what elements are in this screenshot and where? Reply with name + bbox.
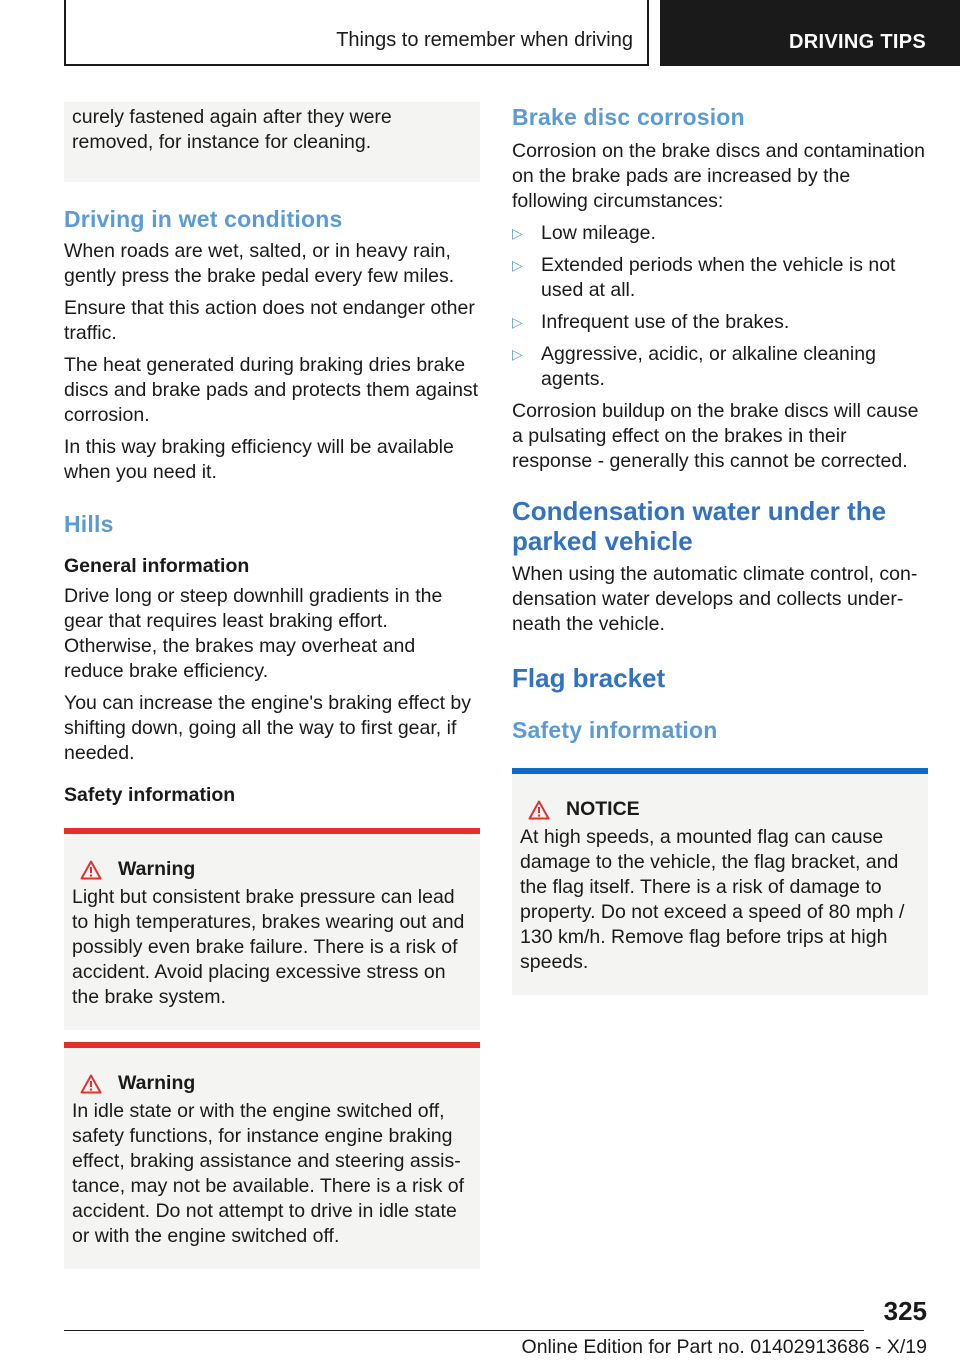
section-title: Things to remember when driving (336, 29, 633, 51)
header-section-box (64, 0, 649, 66)
corrosion-intro: Corrosion on the brake discs and contamination on the brake pads are increased by the following circumstances: (512, 140, 925, 212)
corrosion-outro: Corrosion buildup on the brake discs will cause a pulsating effect on the brakes in their response - generally this cannot be corrected. (512, 400, 919, 472)
notice-label: NOTICE (566, 798, 640, 820)
wet-paragraph: The heat generated during braking dries brake discs and brake pads and protects them against corrosion. (64, 354, 479, 426)
warning-header (64, 834, 480, 885)
left-column (64, 102, 480, 1269)
page-number: 325 (883, 1296, 927, 1326)
wet-paragraph: In this way braking efficiency will be available when you need it. (64, 436, 454, 483)
corrosion-list (512, 221, 928, 392)
heading-condensation-water: Condensation water under the parked vehicle (512, 496, 887, 556)
notice-header (512, 774, 928, 825)
triangle-bullet-icon: ▷ (512, 257, 523, 273)
triangle-bullet-icon: ▷ (512, 346, 523, 362)
warning-triangle-icon (80, 860, 102, 880)
warning-box (64, 1042, 480, 1269)
chapter-title: DRIVING TIPS (789, 31, 926, 53)
footer-divider (64, 1330, 864, 1331)
wet-paragraph: When roads are wet, salted, or in heavy rain, gently press the brake pedal every few miles. (64, 240, 455, 287)
triangle-bullet-icon: ▷ (512, 314, 523, 330)
hills-paragraph: Drive long or steep downhill gradients in the gear that requires least braking effort. Otherwise, the brakes may overheat and reduce brake efficiency. (64, 585, 443, 682)
notice-box (512, 768, 928, 995)
heading-safety-information: Safety information (64, 784, 236, 806)
header-chapter-box (660, 0, 960, 66)
wet-paragraph: Ensure that this action does not endanger other traffic. (64, 297, 475, 344)
heading-general-information: General information (64, 555, 250, 577)
warning-label: Warning (118, 1072, 196, 1094)
footer-edition-text: Online Edition for Part no. 01402913686 - X/19 (521, 1336, 927, 1358)
warning-label: Warning (118, 858, 196, 880)
condensation-text: When using the automatic climate control, condensation water develops and collects underneath the vehicle. (512, 563, 918, 635)
list-item: ▷ Aggressive, acidic, or alkaline cleaning agents. (512, 343, 876, 390)
right-column (512, 102, 928, 995)
hills-paragraph: You can increase the engine's braking effect by shifting down, going all the way to first gear, if needed. (64, 692, 472, 764)
warning-text: Light but consistent brake pressure can lead to high temperatures, brakes wearing out and possibly even brake failure. There is a risk of accident. Avoid placing excessive stress on the brake system. (72, 886, 465, 1008)
spacer (64, 1030, 480, 1042)
list-item: ▷ Extended periods when the vehicle is not used at all. (512, 254, 896, 301)
list-item: ▷ Infrequent use of the brakes. (512, 311, 790, 333)
heading-wet-conditions: Driving in wet conditions (64, 206, 343, 232)
warning-box (64, 828, 480, 1030)
heading-hills: Hills (64, 511, 114, 537)
heading-brake-disc-corrosion: Brake disc corrosion (512, 104, 745, 130)
warning-triangle-icon (80, 1074, 102, 1094)
notice-triangle-icon (528, 800, 550, 820)
heading-flag-bracket: Flag bracket (512, 663, 666, 693)
list-item: ▷ Low mileage. (512, 222, 656, 244)
continued-box (64, 102, 480, 182)
continued-text: curely fastened again after they were removed, for instance for cleaning. (72, 106, 392, 153)
heading-flag-safety-information: Safety information (512, 717, 718, 743)
notice-text: At high speeds, a mounted flag can cause damage to the vehicle, the flag bracket, and the flag itself. There is a risk of damage to property. Do not exceed a speed of 80 mph / 130 km/h. Remove flag before trips at high speeds. (520, 826, 905, 973)
warning-text: In idle state or with the engine switched off, safety functions, for instance engine braking effect, braking assistance and steering assistance, may not be available. There is a risk of accident. Do not attempt to drive in idle state or with the engine switched off. (72, 1100, 465, 1247)
triangle-bullet-icon: ▷ (512, 225, 523, 241)
warning-header (64, 1048, 480, 1099)
page-header (64, 0, 960, 66)
